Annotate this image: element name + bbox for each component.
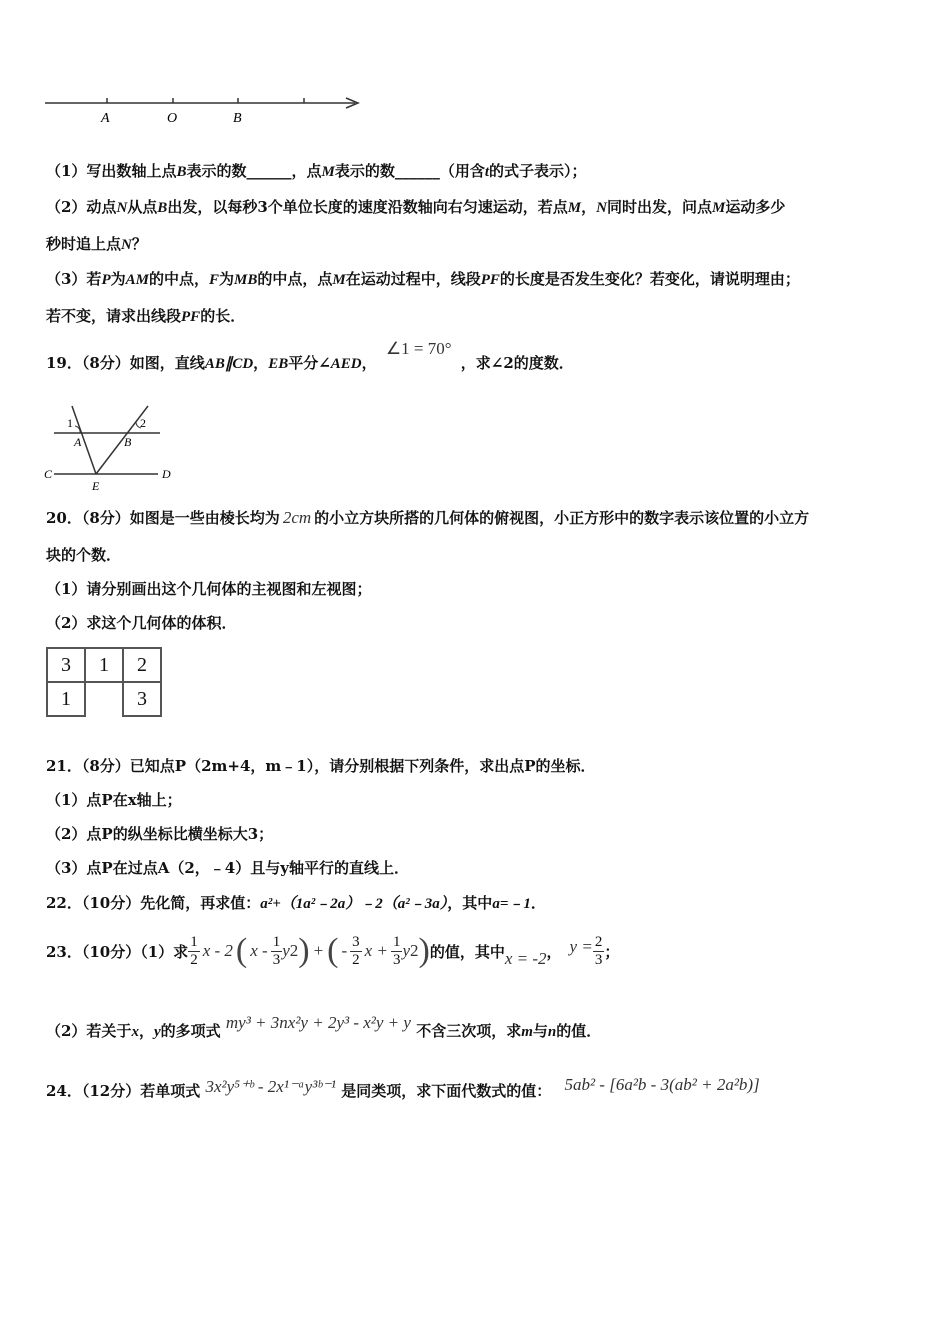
grid-cell-empty bbox=[85, 682, 123, 716]
grid-cell: 3 bbox=[47, 648, 85, 682]
q18-part3: （3）若P为AM的中点，F为MB的中点，点M在运动过程中，线段PF的长度是否发生变化？若变化，请说明理由； bbox=[46, 270, 800, 288]
number-line-figure bbox=[40, 88, 370, 132]
x-value: x = -2 bbox=[504, 949, 547, 968]
angle-1-label: 1 bbox=[67, 416, 73, 430]
fraction: $\frac{2}{3}$ bbox=[594, 933, 603, 968]
fraction: $\frac{1}{3}$ bbox=[272, 933, 281, 968]
cube-edge: 2cm bbox=[282, 508, 312, 527]
point-o-label: O bbox=[167, 111, 178, 126]
q22-expression: a²+（1a²﹣2a）﹣2（a²﹣3a） bbox=[260, 896, 448, 912]
q23-part1: 23．（10分）（1）求 $\frac{1}{2}$ x - 2 ( x - $\frac{1}{3}$ y 2 ) + ( - $\frac{3}{2}$ x + $\frac{1}{3}$ y 2 ) 的值，其中 x = -2 ， y = $\frac{2}{3}$ ； bbox=[46, 932, 620, 969]
q19-figure bbox=[40, 398, 180, 494]
angle-value: ∠1 = 70° bbox=[385, 339, 452, 358]
label-b: B bbox=[124, 435, 132, 449]
label-c: C bbox=[44, 467, 53, 481]
q21-part3: （3）点P在过点A（2，﹣4）且与y轴平行的直线上． bbox=[46, 859, 409, 877]
q20-part1: （1）请分别画出这个几何体的主视图和左视图； bbox=[46, 580, 372, 598]
q18-part2: （2）动点N从点B出发，以每秒3个单位长度的速度沿数轴向右匀速运动，若点M，N同时出发，问点M运动多少 bbox=[46, 198, 786, 216]
fraction: $\frac{1}{2}$ bbox=[190, 933, 198, 968]
q20-part2: （2）求这个几何体的体积． bbox=[46, 614, 237, 632]
q18-part1: （1）写出数轴上点B表示的数______，点M表示的数______（用含t的式子表示）； bbox=[46, 162, 587, 180]
q20-question-cont: 块的个数． bbox=[46, 546, 122, 564]
fraction: $\frac{1}{3}$ bbox=[392, 933, 401, 968]
label-a: A bbox=[74, 435, 82, 449]
q18-part3-cont: 若不变，请求出线段PF的长． bbox=[46, 307, 246, 325]
grid-cell: 1 bbox=[47, 682, 85, 716]
q19-question: 19．（8分）如图，直线AB∥CD，EB平分∠AED， ∠1 = 70° ，求∠2的度数． bbox=[46, 339, 574, 372]
fraction: $\frac{3}{2}$ bbox=[352, 933, 360, 968]
polynomial: my³ + 3nx²y + 2y³ - x²y + y bbox=[225, 1013, 411, 1032]
q24-expression: 5ab² - [6a²b - 3(ab² + 2a²b)] bbox=[564, 1075, 760, 1094]
label-e: E bbox=[92, 479, 100, 493]
top-view-grid bbox=[46, 647, 162, 717]
grid-cell: 2 bbox=[123, 648, 161, 682]
q20-question: 20．（8分）如图是一些由棱长均为 2cm 的小立方块所搭的几何体的俯视图，小正方形中的数字表示该位置的小立方 bbox=[46, 508, 810, 527]
grid-cell: 3 bbox=[123, 682, 161, 716]
point-b-label: B bbox=[233, 111, 242, 126]
q21-part2: （2）点P的纵坐标比横坐标大3； bbox=[46, 825, 274, 843]
q22-question: 22．（10分）先化简，再求值：a²+（1a²﹣2a）﹣2（a²﹣3a），其中a=﹣1． bbox=[46, 894, 546, 912]
q21-question: 21．（8分）已知点P（2m+4，m﹣1），请分别根据下列条件，求出点P的坐标． bbox=[46, 757, 596, 775]
angle-2-label: 2 bbox=[140, 416, 146, 430]
q23-part2: （2）若关于x，y的多项式 my³ + 3nx²y + 2y³ - x²y + y 不含三次项，求m与n的值． bbox=[46, 1013, 602, 1040]
grid-cell: 1 bbox=[85, 648, 123, 682]
q18-part2-cont: 秒时追上点N？ bbox=[46, 235, 147, 253]
point-a-label: A bbox=[101, 111, 110, 126]
q24-question: 24．（12分）若单项式 3x²y⁵⁺ᵇ - 2x¹⁻ᵃy³ᵇ⁻¹ 是同类项，求下面代数式的值： 5ab² - [6a²b - 3(ab² + 2a²b)] bbox=[46, 1075, 760, 1100]
monomials: 3x²y⁵⁺ᵇ - 2x¹⁻ᵃy³ᵇ⁻¹ bbox=[205, 1077, 336, 1096]
label-d: D bbox=[162, 467, 171, 481]
q21-part1: （1）点P在x轴上； bbox=[46, 791, 182, 809]
